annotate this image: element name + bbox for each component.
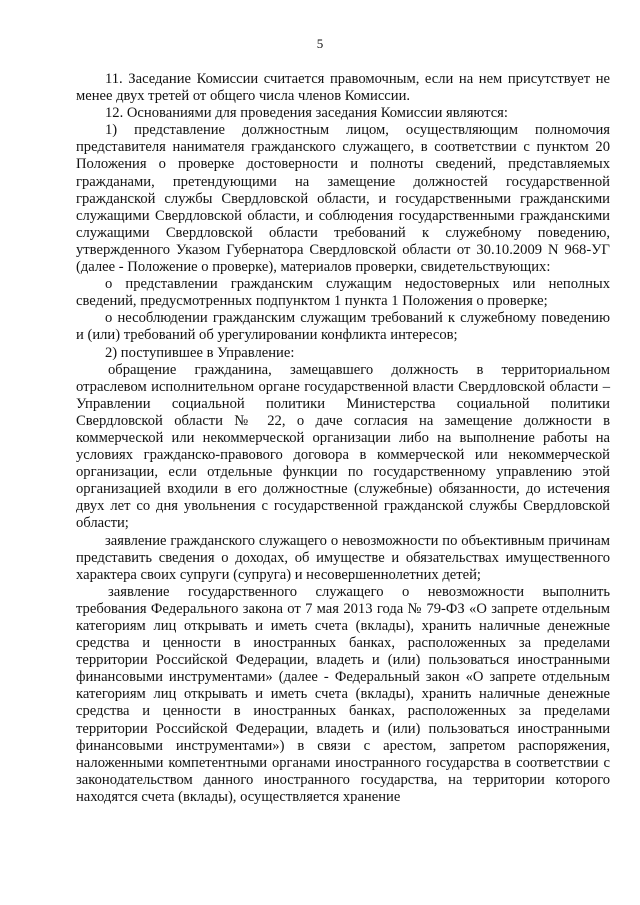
paragraph-conduct-violation: о несоблюдении гражданским служащим требований к служебному поведению и (или) требований об урегулировании конфликта интересов; [76,310,610,344]
page-number: 5 [316,36,324,51]
paragraph-citizen-appeal: обращение гражданина, замещавшего должность в территориальном отраслевом исполнительном органе государственной власти Свердловской области – Управлении социальной политики Министерства социальной политики Свердловской области № 22, о даче согласия на замещение должности в коммерческой или некоммерческой организации либо на выполнение работы на условиях гражданско-правового договора в коммерческой или некоммерческой организации, если отдельные функции по государственному управлению этой организацией входили в его должностные (служебные) обязанности, до истечения двух лет со дня увольнения с государственной гражданской службы Свердловской области; [76,361,610,532]
paragraph-12-grounds: 12. Основаниями для проведения заседания Комиссии являются: [105,105,508,122]
paragraph-11-quorum: 11. Заседание Комиссии считается правомочным, если на нем присутствует не менее двух третей от общего числа членов Комиссии. [76,71,610,105]
paragraph-income-statement: заявление гражданского служащего о невозможности по объективным причинам представить сведения о доходах, об имуществе и обязательствах имущественного характера своих супруги (супруга) и несовершеннолетних детей; [76,532,610,583]
paragraph-foreign-accounts: заявление государственного служащего о невозможности выполнить требования Федерального закона от 7 мая 2013 года № 79-ФЗ «О запрете отдельным категориям лиц открывать и иметь счета (вклады), хранить наличные денежные средства и ценности в иностранных банках, расположенных за пределами территории Российской Федерации, владеть и (или) пользоваться иностранными финансовыми инструментами» (далее - Федеральный закон «О запрете отдельным категориям лиц открывать и иметь счета (вклады), хранить наличные денежные средства и ценности в иностранных банках, расположенных за пределами территории Российской Федерации, владеть и (или) пользоваться иностранными финансовыми инструментами») в связи с арестом, запретом распоряжения, наложенными компетентными органами иностранного государства в соответствии с законодательством данного иностранного государства, на территории которого находятся счета (вклады), осуществляется хранение [76,583,610,805]
paragraph-12-1-submission: 1) представление должностным лицом, осуществляющим полномочия представителя нанимателя гражданского служащего, в соответствии с пунктом 20 Положения о проверке достоверности и полноты сведений, представляемых гражданами, претендующими на замещение должностей государственной гражданской службы Свердловской области, и государственными гражданскими служащими Свердловской области, и соблюдения государственными гражданскими служащими Свердловской области требований к служебному поведению, утвержденного Указом Губернатора Свердловской области от 30.10.2009 N 968-УГ (далее - Положение о проверке), материалов проверки, свидетельствующих: [76,122,610,276]
paragraph-false-info: о представлении гражданским служащим недостоверных или неполных сведений, предусмотренных подпунктом 1 пункта 1 Положения о проверке; [76,276,610,310]
document-body [76,71,610,806]
paragraph-12-2-received: 2) поступившее в Управление: [105,344,295,361]
